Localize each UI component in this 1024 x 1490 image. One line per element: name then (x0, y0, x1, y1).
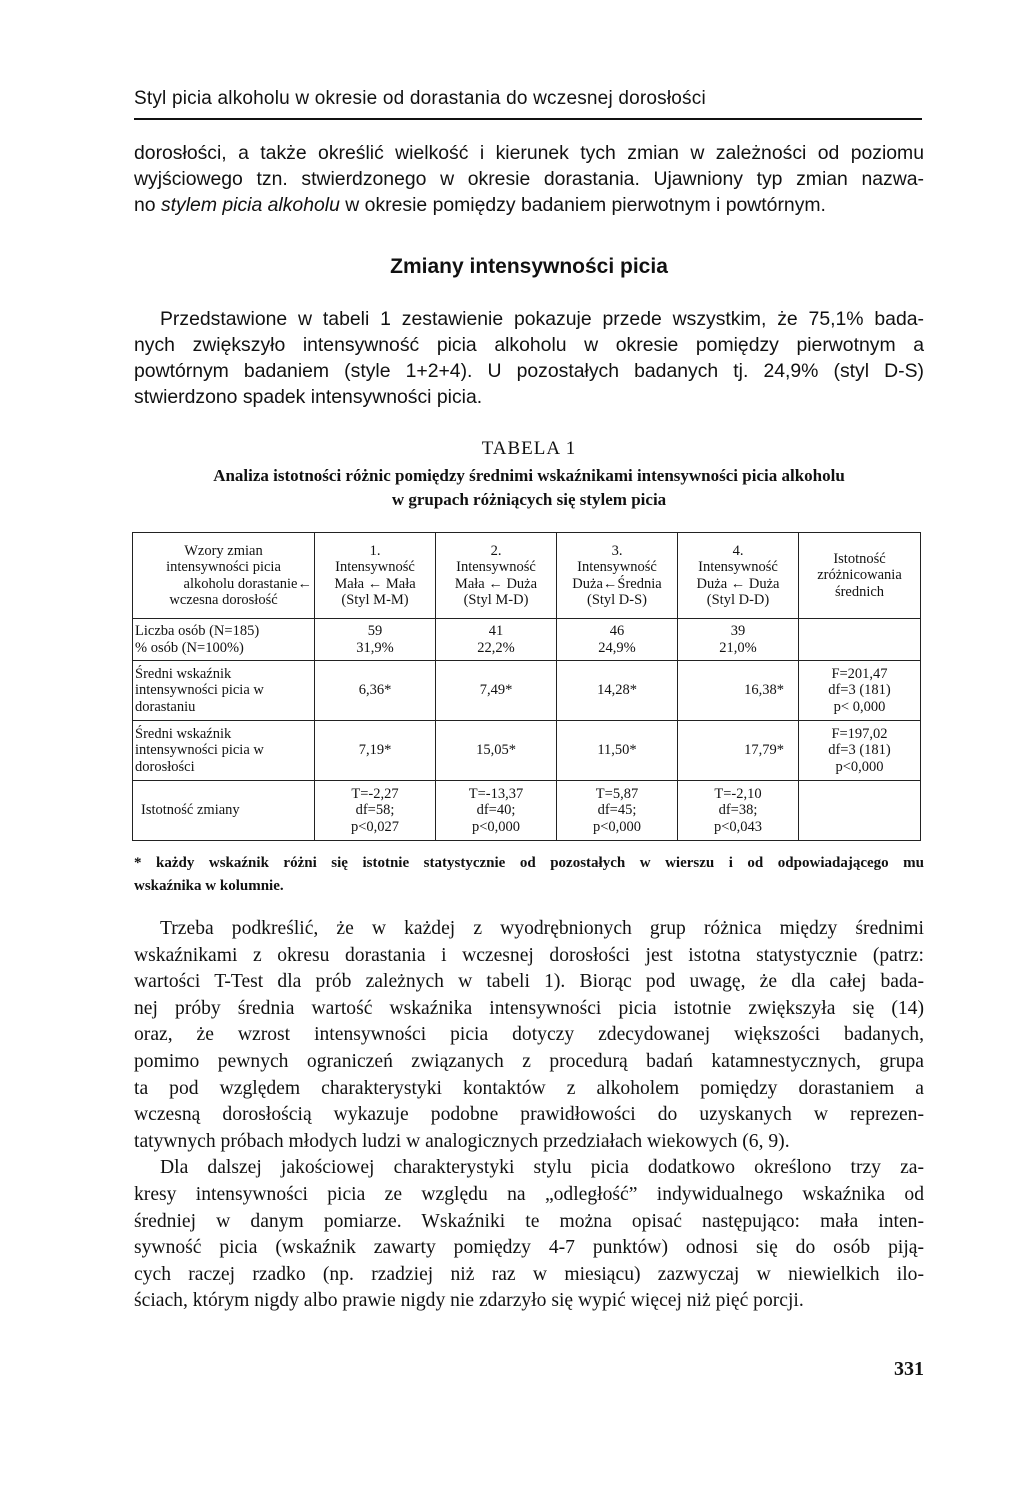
cell-line: 2. (490, 542, 502, 559)
table-cell (436, 781, 557, 841)
cell-line: 3. (611, 542, 623, 559)
row-label-cell (133, 619, 315, 661)
cell-line: Wzory zmian (184, 542, 263, 559)
significance-cell (799, 721, 921, 781)
cell-line: 41 (488, 623, 504, 639)
table-label: TABELA 1 (481, 438, 577, 459)
section-paragraph (134, 306, 924, 410)
text-line: ściach, którym nigdy albo prawie nigdy nie zdarzyło się wypić więcej niż pięć porcji. (134, 1290, 804, 1312)
header-rule (134, 118, 922, 120)
table-cell: 7,19* (315, 721, 436, 781)
cell-line: T=-13,37 (468, 785, 524, 802)
cell-line: p< 0,000 (833, 698, 886, 715)
footnote-line: wskaźnika w kolumnie. (134, 878, 284, 894)
row-label-cell (133, 661, 315, 721)
row-label-cell (133, 721, 315, 781)
italic-term: stylem picia alkoholu (160, 194, 340, 216)
cell-line: 21,0% (719, 639, 757, 656)
table-cell: 15,05* (436, 721, 557, 781)
table-cell (557, 781, 678, 841)
page-number: 331 (894, 1358, 924, 1380)
row-label-cell: Istotność zmiany (133, 781, 315, 841)
intro-paragraph (134, 140, 924, 218)
table-cell-empty (799, 619, 921, 661)
cell-line: Średni wskaźnik (135, 665, 232, 682)
cell-line: F=197,02 (831, 725, 888, 742)
table-cell (436, 619, 557, 661)
text-line: nych zwiększyło intensywność picia alkoholu w okresie pomiędzy pierwotnym a (134, 334, 924, 356)
text-line: wczesną dorosłością wykazuje podobne prawidłowości do uzyskanych w reprezen- (134, 1104, 924, 1126)
section-title: Zmiany intensywności picia (390, 255, 668, 278)
cell-line: df=58; (355, 802, 395, 819)
cell-line: Mała ← Duża (454, 575, 538, 592)
cell-line: 4. (732, 542, 744, 559)
running-header: Styl picia alkoholu w okresie od dorastania do wczesnej dorosłości (134, 88, 706, 109)
cell-line: Intensywność (577, 559, 657, 575)
text-line: Trzeba podkreślić, że w każdej z wyodrębnionych grup różnica między średnimi (160, 918, 924, 939)
table-row (133, 721, 921, 781)
cell-line: Duża ← Duża (696, 575, 780, 592)
cell-line: % osób (N=100%) (135, 639, 244, 656)
text-line: wyjściowego tzn. stwierdzonego w okresie dorastania. Ujawniony typ zmian nazwa- (134, 168, 924, 190)
cell-line: Intensywność (335, 559, 415, 575)
table-cell: 17,79* (678, 721, 799, 781)
cell-line: p<0,000 (592, 818, 642, 835)
cell-line: Średni wskaźnik (135, 725, 232, 742)
cell-line: p<0,043 (713, 818, 763, 835)
table-cell-empty (799, 781, 921, 841)
table-header-row (133, 533, 921, 619)
text-line: nej próby średnia wartość wskaźnika intensywności picia istotnie zwiększyła się (14) (134, 997, 924, 1019)
cell-line: dorastaniu (135, 698, 196, 715)
cell-line: wczesna dorosłość (169, 592, 278, 608)
cell-line: T=-2,27 (351, 785, 399, 802)
header-cell-style-1 (315, 533, 436, 619)
cell-line: F=201,47 (831, 665, 888, 682)
cell-line: 24,9% (598, 639, 636, 656)
table-title-continued: w grupach różniących się stylem picia (391, 490, 667, 509)
cell-line: p<0,027 (350, 818, 400, 835)
text-line: oraz, że wzrost intensywności picia dotyczy zdecydowanej większości badanych, (134, 1024, 924, 1046)
cell-line: 22,2% (477, 639, 515, 656)
text-line: pomimo pewnych ograniczeń związanych z procedurą badań katamnestycznych, grupa (134, 1050, 924, 1072)
text-line: ta pod względem charakterystyki kontaktów z alkoholem pomiędzy dorastaniem a (134, 1077, 924, 1099)
cell-line: intensywności picia (166, 559, 281, 575)
cell-line: df=3 (181) (828, 742, 891, 759)
header-cell-row-label (133, 533, 315, 619)
table-title: Analiza istotności różnic pomiędzy średnimi wskaźnikami intensywności picia alkoholu (213, 466, 845, 485)
table-row (133, 781, 921, 841)
cell-line: alkoholu dorastanie← (183, 575, 312, 592)
table-cell (557, 619, 678, 661)
cell-line: 39 (730, 623, 746, 639)
cell-line: 46 (609, 623, 625, 639)
footnote-line: * każdy wskaźnik różni się istotnie statystycznie od pozostałych w wierszu i od odpowiadającego mu (134, 855, 924, 871)
header-cell-style-3 (557, 533, 678, 619)
text-line: tatywnych próbach młodych ludzi w analogicznych przedziałach wiekowych (6, 9). (134, 1130, 790, 1152)
cell-line: (Styl D-D) (706, 592, 770, 608)
text-line: Przedstawione w tabeli 1 zestawienie pokazuje przede wszystkim, że 75,1% bada- (160, 308, 924, 330)
text-line (134, 192, 924, 218)
text-line: sywność picia (wskaźnik zawarty pomiędzy 4-7 punktów) odnosi się do osób piją- (134, 1237, 924, 1259)
table-cell: 6,36* (315, 661, 436, 721)
text-line: wskaźnikami z okresu dorastania i wczesnej dorosłości jest istotna statystycznie (patrz: (134, 944, 924, 966)
text-line: dorosłości, a także określić wielkość i kierunek tych zmian w zależności od poziomu (134, 142, 924, 164)
cell-line: p<0,000 (835, 758, 884, 775)
cell-line: Liczba osób (N=185) (135, 623, 260, 639)
cell-line: zróżnicowania (817, 567, 902, 584)
header-cell-style-4 (678, 533, 799, 619)
text-line: średniej w danym pomiarze. Wskaźniki te można opisać następująco: mała inten- (134, 1210, 924, 1232)
significance-cell (799, 661, 921, 721)
cell-line: Intensywność (456, 559, 536, 575)
cell-line: dorosłości (135, 758, 195, 775)
cell-line: 1. (369, 542, 381, 559)
cell-line: Mała ← Mała (334, 575, 416, 592)
cell-line: df=45; (597, 802, 637, 819)
table-cell: 11,50* (557, 721, 678, 781)
cell-line: intensywności picia w (135, 682, 264, 699)
text-fragment: no (134, 194, 161, 216)
cell-line: T=5,87 (595, 785, 639, 802)
table-cell: 7,49* (436, 661, 557, 721)
cell-line: 59 (367, 623, 383, 639)
text-line: wartości T-Test dla prób zależnych w tabeli 1). Biorąc pod uwagę, że dla całej bada- (134, 971, 924, 993)
text-line: Dla dalszej jakościowej charakterystyki stylu picia dodatkowo określono trzy za- (160, 1157, 924, 1179)
data-table (132, 532, 921, 841)
table-cell (678, 619, 799, 661)
table-row (133, 619, 921, 661)
cell-line: 31,9% (356, 639, 394, 656)
table-cell (315, 781, 436, 841)
table-cell (315, 619, 436, 661)
cell-line: df=38; (718, 802, 758, 819)
text-line: stwierdzono spadek intensywności picia. (134, 386, 483, 408)
text-fragment: w okresie pomiędzy badaniem pierwotnym i powtórnym. (339, 194, 826, 216)
table-footnote (134, 852, 924, 898)
cell-line: Duża←Średnia (572, 575, 662, 592)
header-cell-style-2 (436, 533, 557, 619)
cell-line: Intensywność (698, 559, 778, 575)
text-line: kresy intensywności picia ze względu na „odległość” indywidualnego wskaźnika od (134, 1183, 924, 1205)
text-line: powtórnym badaniem (style 1+2+4). U pozostałych badanych tj. 24,9% (styl D-S) (134, 360, 924, 382)
table-cell (678, 781, 799, 841)
body-text (134, 916, 924, 1315)
cell-line: df=3 (181) (828, 682, 891, 699)
cell-line: (Styl D-S) (586, 592, 648, 608)
table-cell: 16,38* (678, 661, 799, 721)
table-cell: 14,28* (557, 661, 678, 721)
cell-line: (Styl M-D) (463, 592, 529, 608)
cell-line: średnich (834, 583, 885, 600)
cell-line: intensywności picia w (135, 742, 264, 759)
cell-line: T=-2,10 (714, 785, 762, 802)
cell-line: Istotność (833, 550, 886, 567)
table-row (133, 661, 921, 721)
cell-line: df=40; (476, 802, 516, 819)
header-cell-significance (799, 533, 921, 619)
cell-line: p<0,000 (471, 818, 521, 835)
cell-line: (Styl M-M) (341, 592, 409, 608)
text-line: cych raczej rzadko (np. rzadziej niż raz w miesiącu) zazwyczaj w niewielkich ilo- (134, 1263, 924, 1285)
